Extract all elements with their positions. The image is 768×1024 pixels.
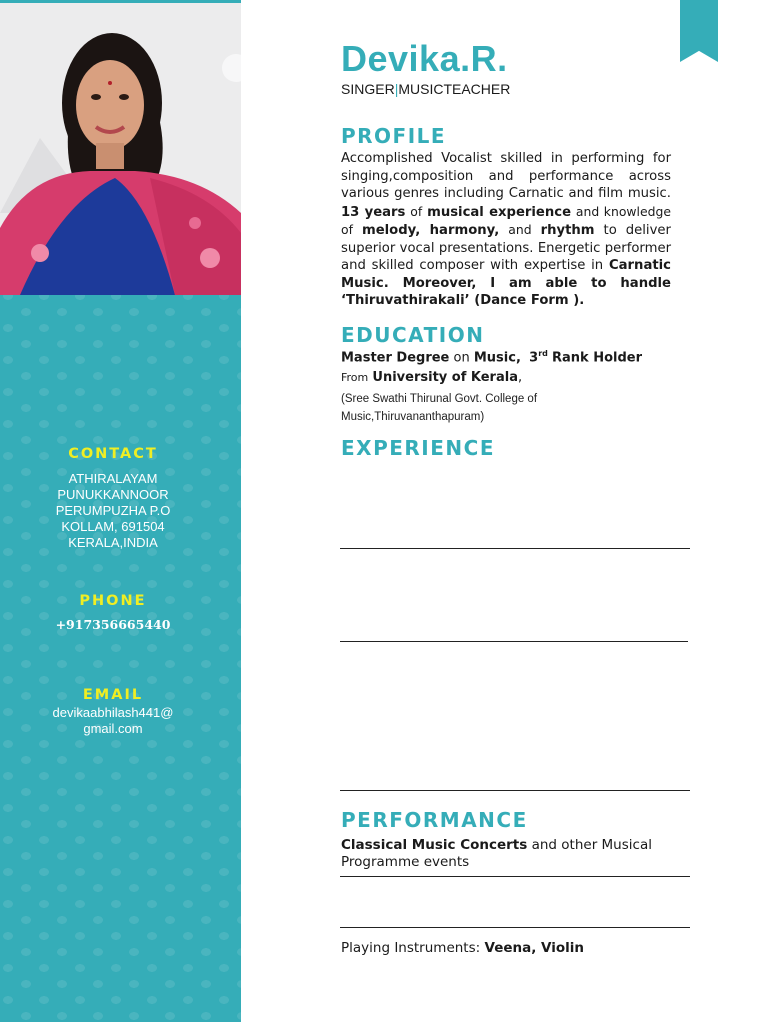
university-name: University of Kerala — [372, 370, 518, 385]
phone-number[interactable]: +917356665440 — [55, 617, 171, 632]
email-address[interactable] — [0, 705, 226, 737]
degree-on: on — [453, 350, 470, 366]
profile-rhythm: rhythm — [540, 223, 595, 238]
experience-heading: EXPERIENCE — [341, 436, 495, 460]
rank-suffix: rd — [538, 349, 548, 358]
education-university — [341, 370, 522, 385]
divider-line — [340, 790, 690, 791]
performance-concerts: Classical Music Concerts — [341, 837, 528, 853]
education-degree — [341, 349, 642, 365]
email-line: devikaabhilash441@ — [52, 705, 174, 720]
contact-address — [0, 471, 226, 551]
performance-heading: PERFORMANCE — [341, 808, 528, 832]
person-name: Devika.R. — [341, 38, 508, 79]
divider-line — [340, 548, 690, 549]
performance-rest: and other Musical Programme events — [341, 837, 652, 870]
role-subtitle — [341, 81, 510, 97]
instruments-value: Veena, Violin — [484, 940, 585, 956]
divider-line — [340, 641, 688, 642]
divider-line — [340, 927, 690, 928]
address-line: ATHIRALAYAM — [68, 471, 158, 486]
bookmark-ribbon — [680, 0, 718, 62]
role-separator: | — [394, 81, 399, 97]
role-teacher: MUSICTEACHER — [398, 81, 511, 97]
email-line: gmail.com — [83, 721, 143, 736]
profile-carnatic: Carnatic Music. Moreover, I am able to handle ‘Thiruvathirakali’ (Dance Form ). — [341, 258, 671, 308]
divider-line — [340, 876, 690, 877]
university-comma: , — [517, 370, 523, 385]
profile-heading: PROFILE — [341, 124, 447, 148]
education-heading: EDUCATION — [341, 323, 485, 347]
profile-photo-image — [0, 3, 241, 295]
performance-text — [341, 837, 713, 871]
profile-experience: musical experience — [427, 204, 572, 220]
sidebar — [0, 0, 241, 1022]
rank-number: 3 — [529, 350, 539, 366]
profile-text — [341, 150, 671, 310]
profile-text-part: of — [410, 203, 423, 219]
email-heading: EMAIL — [82, 687, 144, 703]
from-label: From — [341, 371, 369, 384]
address-line: KERALA,INDIA — [68, 535, 158, 550]
instruments-line — [341, 940, 584, 956]
profile-text-part: Accomplished Vocalist skilled in performing for singing,composition and performance across various genres including Carnatic and film music. — [341, 151, 671, 201]
phone-heading: PHONE — [79, 593, 147, 609]
degree-name: Master Degree — [341, 350, 450, 366]
rank-label: Rank Holder — [552, 350, 643, 366]
address-line: KOLLAM, 691504 — [61, 519, 165, 534]
contact-heading: CONTACT — [68, 446, 158, 462]
profile-text-part: and — [508, 222, 532, 237]
degree-subject: Music, — [473, 350, 521, 366]
profile-photo — [0, 3, 241, 295]
profile-melody: melody, harmony, — [361, 223, 500, 238]
address-line: PUNUKKANNOOR — [57, 487, 169, 502]
profile-text-part: and knowledge of — [341, 203, 671, 237]
instruments-label: Playing Instruments: — [341, 940, 481, 956]
education-college: (Sree Swathi Thirunal Govt. College of Music,Thiruvananthapuram) — [341, 393, 538, 423]
profile-years: 13 years — [341, 204, 406, 220]
role-singer: SINGER — [341, 81, 395, 97]
profile-text-part: to deliver superior vocal presentations. Energetic performer and skilled composer with expertise in — [341, 223, 671, 273]
address-line: PERUMPUZHA P.O — [55, 503, 171, 518]
